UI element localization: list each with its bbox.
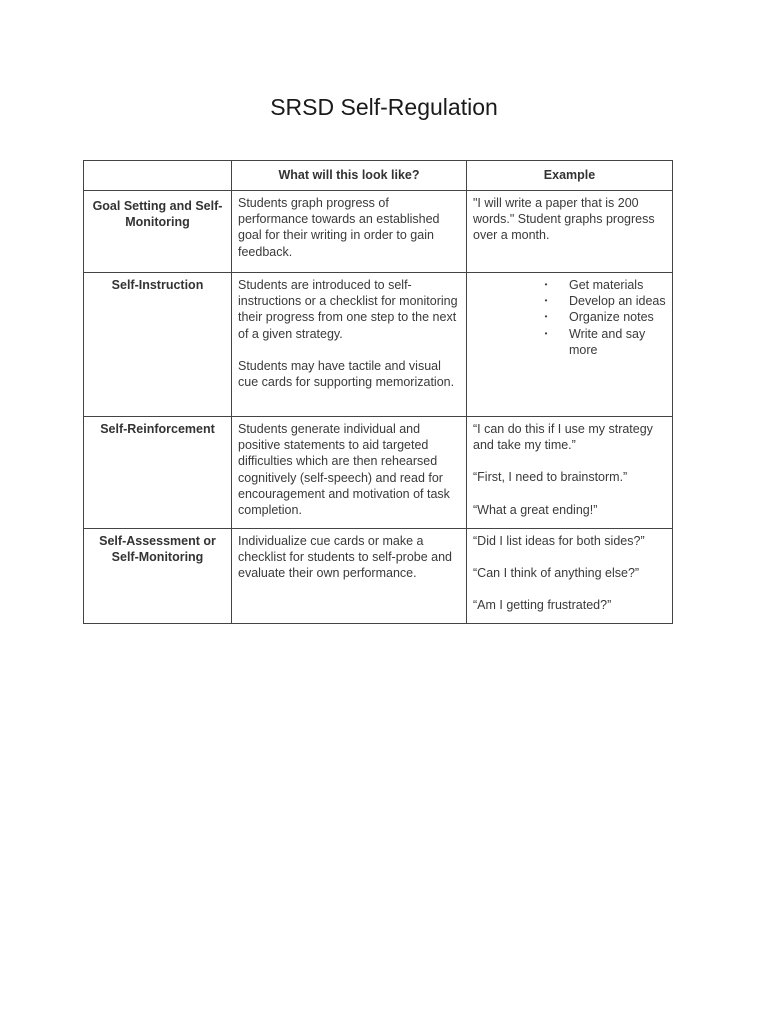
description-text: Students are introduced to self-instructions or a checklist for monitoring their progress from one step to the next of a given strategy. <box>238 278 458 341</box>
description-text: Students generate individual and positive statements to aid targeted difficulties which are then rehearsed cognitively (self-speech) and read for encouragement and motivation of task completion. <box>238 422 450 518</box>
list-item-text: Write and say more <box>569 326 646 357</box>
table-row <box>84 191 673 273</box>
description-cell <box>232 191 467 273</box>
page-title: SRSD Self-Regulation <box>270 94 498 120</box>
example-cell <box>467 191 673 273</box>
example-quote: “Am I getting frustrated?” <box>473 598 612 613</box>
bullet-icon: • <box>544 312 548 322</box>
description-text: Individualize cue cards or make a checklist for students to self-probe and evaluate their own performance. <box>238 534 453 581</box>
table-row <box>84 273 673 417</box>
list-item <box>523 293 666 309</box>
description-cell <box>232 273 467 417</box>
list-item <box>523 326 666 358</box>
table-header-row <box>84 161 673 191</box>
example-cell <box>467 417 673 529</box>
list-item-text: Develop an ideas <box>569 294 666 309</box>
bullet-icon: • <box>544 328 548 338</box>
row-label: Self-Assessment or Self-Monitoring <box>84 529 232 624</box>
header-cell-empty <box>84 161 232 191</box>
example-cell <box>467 273 673 417</box>
example-quote: “Did I list ideas for both sides?” <box>473 534 645 548</box>
example-cell <box>467 529 673 624</box>
table-row <box>84 417 673 529</box>
bullet-icon: • <box>544 296 548 306</box>
description-cell <box>232 529 467 624</box>
header-cell-example: Example <box>467 161 673 191</box>
row-label: Self-Instruction <box>84 273 232 417</box>
list-item-text: Get materials <box>569 278 644 292</box>
example-quote: “Can I think of anything else?” <box>473 566 640 581</box>
example-bullet-list <box>473 277 666 358</box>
example-quote: “First, I need to brainstorm.” <box>473 470 628 485</box>
example-quote: “What a great ending!” <box>473 502 598 517</box>
example-quote: “I can do this if I use my strategy and take my time.” <box>473 422 653 453</box>
list-item-text: Organize notes <box>569 310 654 325</box>
row-label: Goal Setting and Self-Monitoring <box>84 191 232 273</box>
table-row <box>84 529 673 624</box>
header-cell-look-like: What will this look like? <box>232 161 467 191</box>
row-label: Self-Reinforcement <box>84 417 232 529</box>
description-cell <box>232 417 467 529</box>
description-text: Students graph progress of performance towards an established goal for their writing in order to gain feedback. <box>238 196 440 259</box>
description-text: Students may have tactile and visual cue cards for supporting memorization. <box>238 358 455 390</box>
bullet-icon: • <box>544 280 548 289</box>
srsd-table <box>83 160 673 624</box>
example-text: "I will write a paper that is 200 words." Student graphs progress over a month. <box>473 196 655 243</box>
list-item <box>523 277 666 293</box>
list-item <box>523 309 666 325</box>
